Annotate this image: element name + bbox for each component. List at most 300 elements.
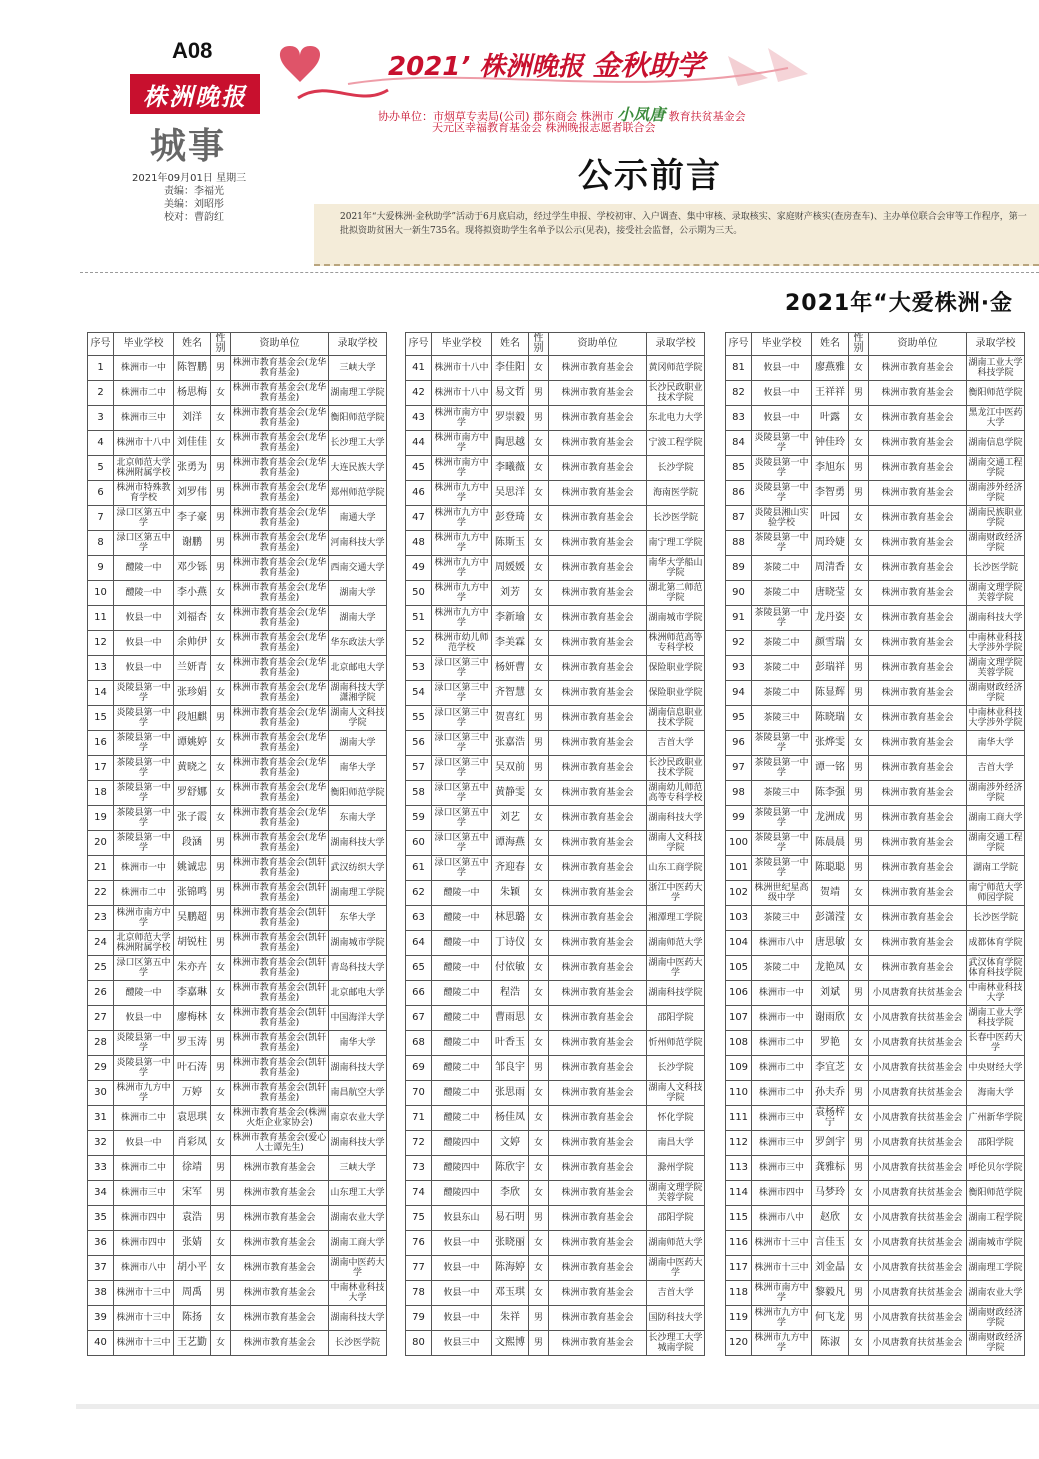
graduated-school: 醴陵一中: [432, 906, 492, 931]
gender: 女: [529, 606, 549, 631]
graduated-school: 茶陵二中: [752, 681, 812, 706]
admitted-university: 东南大学: [329, 806, 387, 831]
table-row: [726, 981, 1025, 1006]
admitted-university: 衡阳师范学院: [967, 1181, 1025, 1206]
table-row: [88, 831, 387, 856]
row-number: 99: [726, 806, 752, 831]
admitted-university: 长沙学院: [647, 1056, 705, 1081]
row-number: 91: [726, 606, 752, 631]
admitted-university: 湖南工业大学科技学院: [967, 356, 1025, 381]
row-number: 75: [406, 1206, 432, 1231]
table-row: [406, 606, 705, 631]
gender: 女: [529, 781, 549, 806]
row-number: 50: [406, 581, 432, 606]
graduated-school: 株洲市十八中: [432, 356, 492, 381]
graduated-school: 株洲市十三中: [752, 1231, 812, 1256]
row-number: 62: [406, 881, 432, 906]
bottom-bar: [76, 1404, 1039, 1409]
gender: 女: [849, 631, 869, 656]
row-number: 56: [406, 731, 432, 756]
graduated-school: 株洲市南方中学: [432, 406, 492, 431]
admitted-university: 南昌航空大学: [329, 1081, 387, 1106]
graduated-school: 茶陵三中: [752, 906, 812, 931]
table-row: [88, 1256, 387, 1281]
date-line: 2021年09月01日 星期三: [132, 173, 247, 184]
admitted-university: 湖南工商大学: [967, 806, 1025, 831]
proofreader-credit: 校对：曹韵红: [164, 212, 224, 223]
student-name: 谢雨欣: [812, 1006, 849, 1031]
banner-event: 金秋助学: [592, 49, 705, 82]
graduated-school: 醴陵二中: [432, 1031, 492, 1056]
graduated-school: 株洲市南方中学: [432, 456, 492, 481]
row-number: 28: [88, 1031, 114, 1056]
admitted-university: 长沙医学院: [967, 556, 1025, 581]
sponsor: 株洲市教育基金会: [549, 756, 647, 781]
row-number: 24: [88, 931, 114, 956]
co-orgs-text-a: 协办单位：市烟草专卖局(公司) 郡东商会 株洲市: [378, 110, 614, 123]
graduated-school: 攸县一中: [432, 1306, 492, 1331]
sponsor: 株洲市教育基金会: [869, 406, 967, 431]
row-number: 78: [406, 1281, 432, 1306]
gender: 女: [849, 706, 869, 731]
table-row: [726, 706, 1025, 731]
sponsor: 株洲市教育基金会: [549, 1306, 647, 1331]
sponsor: 株洲市教育基金会(凯轩教育基金): [231, 1006, 329, 1031]
gender: 女: [211, 1131, 231, 1156]
student-name: 袁杨梓宁: [812, 1106, 849, 1131]
row-number: 120: [726, 1331, 752, 1356]
row-number: 40: [88, 1331, 114, 1356]
sponsor: 株洲市教育基金会(龙华教育基金): [231, 756, 329, 781]
admitted-university: 中南林业科技大学涉外学院: [967, 706, 1025, 731]
student-name: 龙丹姿: [812, 606, 849, 631]
row-number: 16: [88, 731, 114, 756]
sponsor: 株洲市教育基金会(龙华教育基金): [231, 506, 329, 531]
masthead-logo: 株洲晚报: [130, 74, 260, 114]
row-number: 1: [88, 356, 114, 381]
gender: 女: [849, 581, 869, 606]
sponsor: 小凤唐教育扶贫基金会: [869, 1306, 967, 1331]
row-number: 79: [406, 1306, 432, 1331]
graduated-school: 茶陵三中: [752, 781, 812, 806]
graduated-school: 株洲市二中: [114, 881, 174, 906]
sponsor: 株洲市教育基金会: [549, 381, 647, 406]
row-number: 115: [726, 1206, 752, 1231]
gender: 男: [211, 356, 231, 381]
graduated-school: 茶陵三中: [752, 706, 812, 731]
gender: 男: [211, 456, 231, 481]
graduated-school: 茶陵二中: [752, 631, 812, 656]
gender: 女: [529, 1181, 549, 1206]
row-number: 27: [88, 1006, 114, 1031]
sponsor: 株洲市教育基金会: [549, 706, 647, 731]
row-number: 114: [726, 1181, 752, 1206]
admitted-university: 东华大学: [329, 906, 387, 931]
graduated-school: 茶陵县第一中学: [752, 856, 812, 881]
admitted-university: 湖南民族职业学院: [967, 506, 1025, 531]
student-name: 刘福杏: [174, 606, 211, 631]
sponsor: 株洲市教育基金会: [549, 1156, 647, 1181]
student-name: 周玲婕: [812, 531, 849, 556]
row-number: 119: [726, 1306, 752, 1331]
student-name: 肖彩凤: [174, 1131, 211, 1156]
student-name: 周禹: [174, 1281, 211, 1306]
student-name: 谭姚婷: [174, 731, 211, 756]
admitted-university: 吉首大学: [647, 731, 705, 756]
table-row: [726, 781, 1025, 806]
admitted-university: 三峡大学: [329, 1156, 387, 1181]
gender: 男: [849, 1306, 869, 1331]
admitted-university: 北京邮电大学: [329, 981, 387, 1006]
admitted-university: 湖南城市学院: [647, 606, 705, 631]
gender: 男: [529, 731, 549, 756]
admitted-university: 湘潭理工学院: [647, 906, 705, 931]
edition-meta: [132, 172, 246, 224]
student-name: 李小燕: [174, 581, 211, 606]
sponsor: 株洲市教育基金会(龙华教育基金): [231, 556, 329, 581]
table-row: [88, 1181, 387, 1206]
sponsor: 株洲市教育基金会: [549, 856, 647, 881]
graduated-school: 茶陵县第一中学: [752, 531, 812, 556]
graduated-school: 株洲市三中: [752, 1131, 812, 1156]
student-name: 段旭麒: [174, 706, 211, 731]
table-row: [88, 956, 387, 981]
sponsor: 株洲市教育基金会: [231, 1281, 329, 1306]
table-row: [406, 631, 705, 656]
student-name: 贺喜红: [492, 706, 529, 731]
row-number: 64: [406, 931, 432, 956]
admitted-university: 湖南文理学院芙蓉学院: [967, 656, 1025, 681]
sponsor: 株洲市教育基金会: [549, 506, 647, 531]
table-row: [726, 406, 1025, 431]
student-name: 刘佳佳: [174, 431, 211, 456]
sponsor: 株洲市教育基金会: [549, 1231, 647, 1256]
sponsor: 株洲市教育基金会: [869, 456, 967, 481]
sponsor: 株洲市教育基金会: [231, 1231, 329, 1256]
table-row: [726, 1206, 1025, 1231]
row-number: 112: [726, 1131, 752, 1156]
gender: 女: [529, 1256, 549, 1281]
sponsor: 株洲市教育基金会: [549, 831, 647, 856]
graduated-school: 株洲市十八中: [114, 431, 174, 456]
student-name: 胡锐柱: [174, 931, 211, 956]
table-row: [726, 731, 1025, 756]
gender: 女: [211, 431, 231, 456]
table-row: [406, 881, 705, 906]
student-name: 齐迎春: [492, 856, 529, 881]
admitted-university: 衡阳师范学院: [329, 406, 387, 431]
gender: 女: [211, 1006, 231, 1031]
row-number: 85: [726, 456, 752, 481]
row-number: 77: [406, 1256, 432, 1281]
sponsor: 小凤唐教育扶贫基金会: [869, 1006, 967, 1031]
table-row: [406, 1081, 705, 1106]
sponsor: 株洲市教育基金会: [231, 1256, 329, 1281]
column-header: 序号: [88, 333, 114, 356]
row-number: 10: [88, 581, 114, 606]
row-number: 65: [406, 956, 432, 981]
graduated-school: 株洲市三中: [114, 406, 174, 431]
table-row: [406, 931, 705, 956]
student-name: 龙艳凤: [812, 956, 849, 981]
sponsor: 株洲市教育基金会: [869, 506, 967, 531]
table-row: [406, 1281, 705, 1306]
gender: 女: [529, 1106, 549, 1131]
student-name: 彭登琦: [492, 506, 529, 531]
column-header: 毕业学校: [432, 333, 492, 356]
table-row: [88, 1081, 387, 1106]
sponsor: 小凤唐教育扶贫基金会: [869, 1181, 967, 1206]
table-row: [726, 1231, 1025, 1256]
admitted-university: 长沙学院: [647, 456, 705, 481]
sponsor: 株洲市教育基金会(株洲火炬企业家协会): [231, 1106, 329, 1131]
admitted-university: 湖南信息学院: [967, 431, 1025, 456]
student-name: 陶思越: [492, 431, 529, 456]
admitted-university: 湖南科技大学: [329, 1056, 387, 1081]
table-row: [726, 1306, 1025, 1331]
gender: 女: [211, 1306, 231, 1331]
gender: 女: [529, 531, 549, 556]
graduated-school: 株洲市三中: [752, 1156, 812, 1181]
student-name: 文熙博: [492, 1331, 529, 1356]
graduated-school: 株洲市十三中: [114, 1331, 174, 1356]
column-header: 录取学校: [647, 333, 705, 356]
sponsor: 株洲市教育基金会: [549, 431, 647, 456]
table-row: [88, 1031, 387, 1056]
graduated-school: 株洲市九方中学: [752, 1331, 812, 1356]
table-row: [406, 1056, 705, 1081]
graduated-school: 株洲市四中: [752, 1181, 812, 1206]
graduated-school: 株洲市十三中: [114, 1306, 174, 1331]
gender: 女: [849, 1206, 869, 1231]
graduated-school: 株洲市二中: [752, 1081, 812, 1106]
gender: 男: [849, 681, 869, 706]
table-row: [726, 756, 1025, 781]
table-row: [406, 756, 705, 781]
student-name: 黎毅凡: [812, 1281, 849, 1306]
graduated-school: 攸县三中: [432, 1331, 492, 1356]
student-name: 胡小平: [174, 1256, 211, 1281]
admitted-university: 黑龙江中医药大学: [967, 406, 1025, 431]
graduated-school: 渌口区第五中学: [432, 831, 492, 856]
admitted-university: 中南林业科技大学涉外学院: [967, 631, 1025, 656]
student-name: 李宜芝: [812, 1056, 849, 1081]
table-row: [406, 1006, 705, 1031]
admitted-university: 湖南师范大学: [647, 1231, 705, 1256]
row-number: 35: [88, 1206, 114, 1231]
admitted-university: 湖南科技大学: [967, 606, 1025, 631]
admitted-university: 中央财经大学: [967, 1056, 1025, 1081]
student-name: 刘罗伟: [174, 481, 211, 506]
graduated-school: 醴陵一中: [114, 981, 174, 1006]
table-row: [726, 956, 1025, 981]
admitted-university: 湖南涉外经济学院: [967, 781, 1025, 806]
student-name: 孙夫乔: [812, 1081, 849, 1106]
gender: 女: [529, 981, 549, 1006]
graduated-school: 株洲市九方中学: [432, 506, 492, 531]
graduated-school: 株洲市三中: [114, 1181, 174, 1206]
gender: 女: [849, 356, 869, 381]
gender: 男: [849, 1281, 869, 1306]
student-name: 陈海婷: [492, 1256, 529, 1281]
row-number: 54: [406, 681, 432, 706]
column-header: 性别: [211, 333, 231, 356]
table-row: [406, 1131, 705, 1156]
row-number: 17: [88, 756, 114, 781]
sponsor: 株洲市教育基金会(龙华教育基金): [231, 681, 329, 706]
sponsor: 株洲市教育基金会(凯轩教育基金): [231, 1031, 329, 1056]
sponsor: 株洲市教育基金会: [549, 456, 647, 481]
student-name: 曹雨思: [492, 1006, 529, 1031]
student-name: 姚诚忠: [174, 856, 211, 881]
graduated-school: 醴陵四中: [432, 1156, 492, 1181]
admitted-university: 湖南科技大学: [329, 831, 387, 856]
sponsor: 株洲市教育基金会: [869, 531, 967, 556]
row-number: 73: [406, 1156, 432, 1181]
graduated-school: 株洲市十八中: [432, 381, 492, 406]
table-row: [88, 681, 387, 706]
graduated-school: 株洲市一中: [752, 981, 812, 1006]
section-title: 城事: [150, 125, 227, 167]
graduated-school: 攸县一中: [114, 1006, 174, 1031]
student-name: 朱祥: [492, 1306, 529, 1331]
sponsor: 株洲市教育基金会: [549, 531, 647, 556]
table-row: [88, 1281, 387, 1306]
row-number: 57: [406, 756, 432, 781]
gender: 男: [211, 881, 231, 906]
sponsor: 株洲市教育基金会: [549, 956, 647, 981]
gender: 女: [849, 1031, 869, 1056]
table-row: [88, 1106, 387, 1131]
graduated-school: 攸县一中: [752, 381, 812, 406]
table-row: [726, 556, 1025, 581]
table-row: [406, 456, 705, 481]
table-row: [88, 656, 387, 681]
student-name: 叶露: [812, 406, 849, 431]
row-number: 98: [726, 781, 752, 806]
gender: 男: [529, 381, 549, 406]
graduated-school: 株洲市八中: [752, 1206, 812, 1231]
graduated-school: 醴陵二中: [432, 1081, 492, 1106]
sponsor: 株洲市教育基金会(龙华教育基金): [231, 481, 329, 506]
row-number: 48: [406, 531, 432, 556]
graduated-school: 醴陵一中: [432, 956, 492, 981]
admitted-university: 呼伦贝尔学院: [967, 1156, 1025, 1181]
gender: 女: [849, 731, 869, 756]
gender: 女: [849, 881, 869, 906]
admitted-university: 湖南科技大学潇湘学院: [329, 681, 387, 706]
gender: 男: [849, 381, 869, 406]
table-row: [406, 1181, 705, 1206]
student-name: 彭潇滢: [812, 906, 849, 931]
student-name: 赵欣: [812, 1206, 849, 1231]
table-row: [88, 556, 387, 581]
table-row: [88, 456, 387, 481]
graduated-school: 渌口区第五中学: [114, 956, 174, 981]
sponsor: 株洲市教育基金会(爱心人士谭先生): [231, 1131, 329, 1156]
gender: 女: [849, 1006, 869, 1031]
table-row: [88, 531, 387, 556]
table-row: [88, 781, 387, 806]
admitted-university: 湖南理工学院: [329, 381, 387, 406]
gender: 男: [849, 1081, 869, 1106]
gender: 女: [529, 431, 549, 456]
table-row: [726, 1106, 1025, 1131]
table-row: [406, 1331, 705, 1356]
gender: 男: [211, 931, 231, 956]
admitted-university: 湖南财政经济学院: [967, 531, 1025, 556]
gender: 女: [529, 1031, 549, 1056]
gender: 女: [211, 981, 231, 1006]
sponsor: 株洲市教育基金会: [549, 1256, 647, 1281]
admitted-university: 长沙医学院: [647, 506, 705, 531]
table-row: [406, 856, 705, 881]
sponsor: 株洲市教育基金会(龙华教育基金): [231, 656, 329, 681]
admitted-university: 东北电力大学: [647, 406, 705, 431]
gender: 女: [529, 506, 549, 531]
graduated-school: 醴陵二中: [432, 981, 492, 1006]
gender: 男: [529, 1206, 549, 1231]
column-header: 姓名: [174, 333, 211, 356]
admitted-university: 保险职业学院: [647, 681, 705, 706]
sponsor: 株洲市教育基金会(龙华教育基金): [231, 706, 329, 731]
table-row: [406, 656, 705, 681]
admitted-university: 三峡大学: [329, 356, 387, 381]
table-row: [406, 406, 705, 431]
column-header: 录取学校: [967, 333, 1025, 356]
divider: [80, 272, 1039, 273]
row-number: 94: [726, 681, 752, 706]
sponsor: 株洲市教育基金会: [231, 1206, 329, 1231]
row-number: 80: [406, 1331, 432, 1356]
graduated-school: 茶陵县第一中学: [114, 731, 174, 756]
admitted-university: 湖南大学: [329, 581, 387, 606]
gender: 男: [211, 481, 231, 506]
graduated-school: 茶陵二中: [752, 956, 812, 981]
row-number: 25: [88, 956, 114, 981]
sponsor: 株洲市教育基金会: [869, 731, 967, 756]
row-number: 90: [726, 581, 752, 606]
row-number: 107: [726, 1006, 752, 1031]
sponsor: 株洲市教育基金会(龙华教育基金): [231, 781, 329, 806]
gender: 女: [211, 1081, 231, 1106]
column-header: 资助单位: [549, 333, 647, 356]
admitted-university: 郑州师范学院: [329, 481, 387, 506]
table-row: [88, 931, 387, 956]
table-row: [406, 1156, 705, 1181]
student-name: 陈欣宇: [492, 1156, 529, 1181]
admitted-university: 宁波工程学院: [647, 431, 705, 456]
student-name: 陈显辉: [812, 681, 849, 706]
admitted-university: 湖南工业大学科技学院: [967, 1006, 1025, 1031]
student-name: 谢鹏: [174, 531, 211, 556]
gender: 男: [849, 1156, 869, 1181]
row-number: 116: [726, 1231, 752, 1256]
graduated-school: 株洲市南方中学: [752, 1281, 812, 1306]
sponsor: 株洲市教育基金会(龙华教育基金): [231, 581, 329, 606]
gender: 男: [211, 506, 231, 531]
sponsor: 小凤唐教育扶贫基金会: [869, 1256, 967, 1281]
admitted-university: 南宁师范大学师园学院: [967, 881, 1025, 906]
graduated-school: 株洲市二中: [752, 1056, 812, 1081]
gender: 男: [211, 1181, 231, 1206]
row-number: 92: [726, 631, 752, 656]
graduated-school: 株洲市九方中学: [432, 581, 492, 606]
admitted-university: 武汉纺织大学: [329, 856, 387, 881]
graduated-school: 醴陵四中: [432, 1131, 492, 1156]
student-name: 宋军: [174, 1181, 211, 1206]
sponsor: 株洲市教育基金会(凯轩教育基金): [231, 906, 329, 931]
